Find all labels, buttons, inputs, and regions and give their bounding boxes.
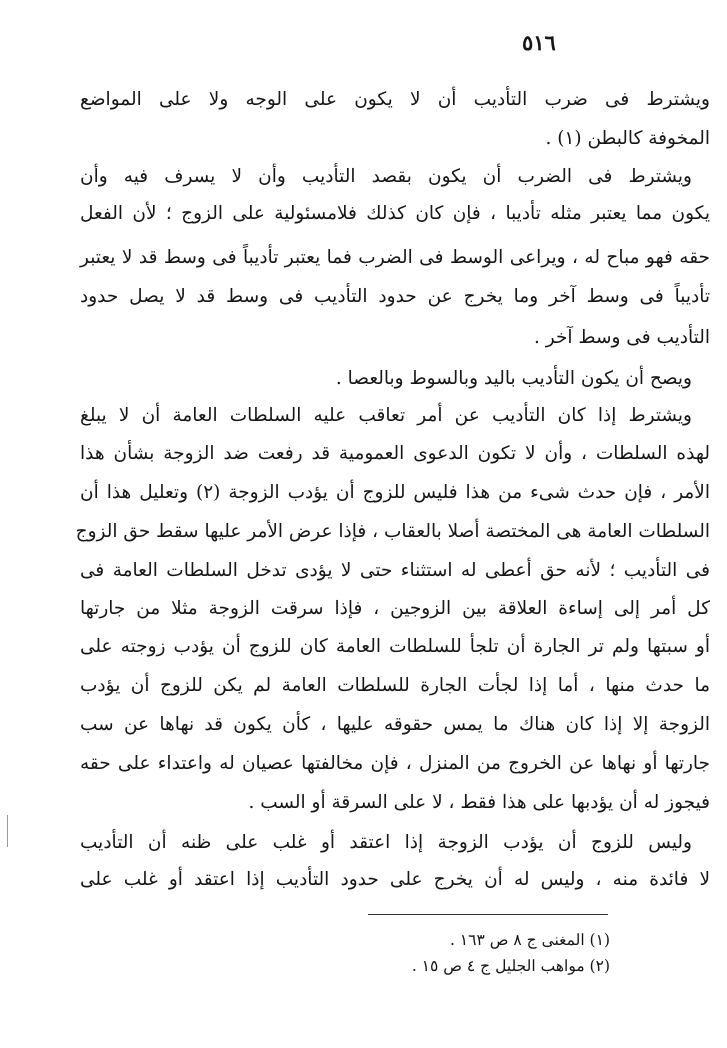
text-line: التأديب فى وسط آخر .: [534, 327, 710, 348]
text-line: وليس للزوج أن يؤدب الزوجة إذا اعتقد أو غلب على ظنه أن التأديب: [80, 832, 692, 853]
text-line: كل أمر إلى إساءة العلاقة بين الزوجين ، فإذا سرقت الزوجة مثلا من جارتها: [80, 598, 710, 619]
text-line: ويشترط إذا كان التأديب عن أمر تعاقب عليه السلطات العامة أن لا يبلغ: [80, 405, 692, 426]
text-line: الزوجة إلا إذا كان هناك ما يمس حقوقه عليها ، كأن يكون قد نهاها عن سب: [80, 714, 710, 735]
text-line: أو سبتها ولم تر الجارة أن تلجأ للسلطات العامة كان للزوج أن يؤدب زوجته على: [80, 636, 710, 657]
text-line: السلطات العامة هى المختصة أصلا بالعقاب ، فإذا عرض الأمر عليها سقط حق الزوج: [75, 521, 710, 542]
text-line: حقه فهو مباح له ، ويراعى الوسط فى الضرب فما يعتبر تأديباً فى وسط قد لا يعتبر: [80, 247, 710, 268]
footnote: (١) المغنى ج ٨ ص ١٦٣ .: [449, 931, 610, 949]
text-line: فى التأديب ؛ لأنه حق أعطى له استثناء حتى لا يؤدى تدخل السلطات العامة فى: [80, 560, 710, 581]
text-line: يكون مما يعتبر مثله تأديبا ، فإن كان كذلك فلامسئولية على الزوج ؛ لأن الفعل: [80, 203, 710, 224]
text-line: الأمر ، فإن حدث شىء من هذا فليس للزوج أن يؤدب الزوجة (٢) وتعليل هذا أن: [80, 482, 711, 503]
text-line: فيجوز له أن يؤدبها على هذا فقط ، لا على السرقة أو السب .: [248, 792, 710, 813]
text-line: تأديباً فى وسط آخر وما يخرج عن حدود التأديب فى وسط قد لا يصل حدود: [80, 286, 710, 307]
text-line: ويصح أن يكون التأديب باليد وبالسوط وبالعصا .: [335, 368, 692, 389]
text-line: لهذه السلطات ، وأن لا تكون الدعوى العمومية قد رفعت ضد الزوجة بشأن هذا: [80, 443, 710, 464]
text-line: ويشترط فى الضرب أن يكون بقصد التأديب وأن لا يسرف فيه وأن: [80, 166, 692, 187]
text-line: جارتها أو نهاها عن الخروج من المنزل ، فإن مخالفتها عصيان له واعتداء على حقه: [80, 753, 710, 774]
page-number: ٥١٦: [522, 30, 556, 55]
margin-mark: [7, 815, 8, 847]
text-line: لا فائدة منه ، وليس له أن يخرج على حدود التأديب إذا اعتقد أو غلب على: [80, 869, 710, 890]
footnote: (٢) مواهب الجليل ج ٤ ص ١٥ .: [411, 957, 610, 975]
text-line: ما حدث منها ، أما إذا لجأت الجارة للسلطات العامة لم يكن للزوج أن يؤدب: [80, 675, 710, 696]
footnote-separator: [368, 914, 608, 915]
text-line: ويشترط فى ضرب التأديب أن لا يكون على الوجه ولا على المواضع: [80, 89, 710, 110]
text-line: المخوفة كالبطن (١) .: [545, 128, 710, 149]
